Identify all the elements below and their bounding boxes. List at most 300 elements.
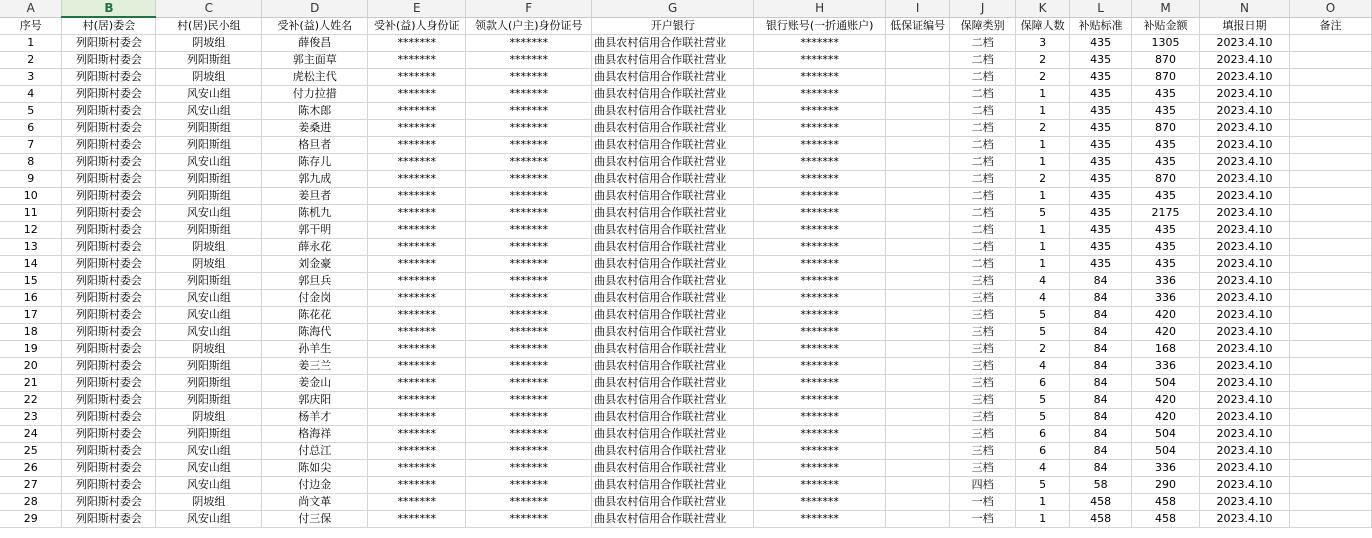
table-cell[interactable]: ******* [754,409,886,426]
table-cell[interactable]: 列阳斯组 [156,392,262,409]
table-cell[interactable]: ******* [466,392,592,409]
table-cell[interactable]: 列阳斯村委会 [62,409,156,426]
table-cell[interactable]: 陈海代 [262,324,368,341]
table-cell[interactable] [1289,171,1371,188]
table-cell[interactable]: 列阳斯村委会 [62,443,156,460]
table-cell[interactable]: 168 [1132,341,1200,358]
table-cell[interactable] [1289,239,1371,256]
field-header-cell[interactable]: 银行账号(一折通账户) [754,17,886,35]
table-cell[interactable] [1289,205,1371,222]
table-cell[interactable] [886,239,950,256]
table-cell[interactable]: 尚文革 [262,494,368,511]
table-cell[interactable]: ******* [754,273,886,290]
table-cell[interactable]: 姜桑进 [262,120,368,137]
table-cell[interactable]: 曲县农村信用合作联社营业 [592,137,754,154]
table-cell[interactable]: 列阳斯组 [156,137,262,154]
table-cell[interactable]: 504 [1132,426,1200,443]
table-cell[interactable]: 2023.4.10 [1200,120,1290,137]
table-cell[interactable]: 870 [1132,171,1200,188]
table-cell[interactable]: 风安山组 [156,103,262,120]
table-cell[interactable]: 二档 [950,205,1016,222]
table-cell[interactable]: ******* [466,460,592,477]
table-cell[interactable]: 5 [1016,307,1070,324]
table-cell[interactable]: 11 [0,205,62,222]
table-cell[interactable]: 阴坡组 [156,494,262,511]
table-cell[interactable]: ******* [368,511,466,528]
table-cell[interactable]: 435 [1132,239,1200,256]
table-cell[interactable]: 2023.4.10 [1200,205,1290,222]
table-cell[interactable]: 曲县农村信用合作联社营业 [592,409,754,426]
table-cell[interactable]: ******* [368,154,466,171]
table-cell[interactable]: 2023.4.10 [1200,409,1290,426]
field-header-cell[interactable]: 村(居)委会 [62,17,156,35]
table-cell[interactable]: 2023.4.10 [1200,477,1290,494]
column-header-A[interactable]: A [0,0,62,17]
table-cell[interactable]: 姜旦者 [262,188,368,205]
table-cell[interactable]: 曲县农村信用合作联社营业 [592,307,754,324]
table-cell[interactable]: 二档 [950,69,1016,86]
table-cell[interactable]: 列阳斯村委会 [62,494,156,511]
table-cell[interactable]: 435 [1132,86,1200,103]
field-header-cell[interactable]: 开户银行 [592,17,754,35]
table-cell[interactable]: ******* [754,290,886,307]
table-cell[interactable]: 2023.4.10 [1200,511,1290,528]
table-cell[interactable] [886,35,950,52]
table-cell[interactable]: 阴坡组 [156,409,262,426]
table-cell[interactable]: 列阳斯村委会 [62,307,156,324]
table-cell[interactable]: 2023.4.10 [1200,171,1290,188]
table-cell[interactable]: 420 [1132,409,1200,426]
table-cell[interactable]: 84 [1070,307,1132,324]
table-cell[interactable]: 二档 [950,154,1016,171]
table-cell[interactable]: ******* [466,273,592,290]
table-cell[interactable]: ******* [754,52,886,69]
table-cell[interactable] [1289,103,1371,120]
table-cell[interactable]: ******* [368,222,466,239]
table-cell[interactable]: 曲县农村信用合作联社营业 [592,443,754,460]
table-cell[interactable]: 风安山组 [156,86,262,103]
table-cell[interactable]: 2 [1016,120,1070,137]
table-cell[interactable]: 336 [1132,273,1200,290]
table-cell[interactable]: 504 [1132,443,1200,460]
table-cell[interactable] [886,409,950,426]
table-cell[interactable]: ******* [466,239,592,256]
column-header-N[interactable]: N [1200,0,1290,17]
table-cell[interactable]: 2175 [1132,205,1200,222]
column-header-D[interactable]: D [262,0,368,17]
table-cell[interactable]: 孙羊生 [262,341,368,358]
table-cell[interactable]: 风安山组 [156,511,262,528]
table-cell[interactable]: 姜金山 [262,375,368,392]
table-cell[interactable]: 三档 [950,409,1016,426]
table-cell[interactable]: 格海祥 [262,426,368,443]
table-cell[interactable]: 列阳斯组 [156,171,262,188]
table-cell[interactable]: 2023.4.10 [1200,154,1290,171]
table-cell[interactable]: ******* [368,86,466,103]
table-cell[interactable]: 曲县农村信用合作联社营业 [592,239,754,256]
table-cell[interactable]: ******* [466,290,592,307]
table-cell[interactable]: 风安山组 [156,443,262,460]
table-cell[interactable]: 三档 [950,358,1016,375]
table-cell[interactable]: 435 [1070,256,1132,273]
table-cell[interactable]: 6 [1016,443,1070,460]
table-cell[interactable]: ******* [754,392,886,409]
table-cell[interactable]: 1 [0,35,62,52]
table-cell[interactable]: 曲县农村信用合作联社营业 [592,273,754,290]
table-cell[interactable]: ******* [466,324,592,341]
table-cell[interactable]: 2023.4.10 [1200,69,1290,86]
table-cell[interactable] [886,477,950,494]
table-cell[interactable]: 435 [1132,154,1200,171]
table-cell[interactable] [886,426,950,443]
table-cell[interactable]: 435 [1070,103,1132,120]
table-cell[interactable]: 435 [1070,137,1132,154]
table-cell[interactable]: 6 [1016,375,1070,392]
table-cell[interactable]: 458 [1070,511,1132,528]
table-cell[interactable]: 2023.4.10 [1200,494,1290,511]
table-cell[interactable]: 84 [1070,290,1132,307]
table-cell[interactable] [886,375,950,392]
table-cell[interactable]: 2023.4.10 [1200,103,1290,120]
table-cell[interactable]: 458 [1132,494,1200,511]
table-cell[interactable]: 曲县农村信用合作联社营业 [592,460,754,477]
table-cell[interactable] [1289,188,1371,205]
table-cell[interactable] [886,154,950,171]
table-cell[interactable]: ******* [368,358,466,375]
table-cell[interactable]: ******* [754,205,886,222]
table-cell[interactable]: 列阳斯组 [156,273,262,290]
table-cell[interactable]: 列阳斯村委会 [62,154,156,171]
column-header-J[interactable]: J [950,0,1016,17]
table-cell[interactable]: 格旦者 [262,137,368,154]
table-cell[interactable]: 336 [1132,358,1200,375]
table-cell[interactable]: 列阳斯村委会 [62,290,156,307]
table-cell[interactable]: 曲县农村信用合作联社营业 [592,171,754,188]
field-header-cell[interactable]: 领款人(户主)身份证号 [466,17,592,35]
table-cell[interactable]: 2023.4.10 [1200,341,1290,358]
table-cell[interactable]: ******* [754,103,886,120]
table-cell[interactable] [1289,86,1371,103]
table-cell[interactable]: 2023.4.10 [1200,86,1290,103]
table-cell[interactable]: 二档 [950,52,1016,69]
table-cell[interactable]: ******* [368,341,466,358]
table-cell[interactable]: ******* [466,103,592,120]
table-cell[interactable]: 2023.4.10 [1200,324,1290,341]
table-cell[interactable]: 曲县农村信用合作联社营业 [592,290,754,307]
table-cell[interactable]: 84 [1070,375,1132,392]
table-cell[interactable]: ******* [754,239,886,256]
column-header-I[interactable]: I [886,0,950,17]
table-cell[interactable]: 84 [1070,341,1132,358]
table-cell[interactable]: 870 [1132,69,1200,86]
table-cell[interactable]: 风安山组 [156,290,262,307]
table-cell[interactable]: 二档 [950,86,1016,103]
table-cell[interactable]: ******* [368,35,466,52]
table-cell[interactable]: 风安山组 [156,324,262,341]
table-cell[interactable]: 三档 [950,307,1016,324]
table-cell[interactable] [1289,409,1371,426]
table-cell[interactable]: 2023.4.10 [1200,290,1290,307]
field-header-cell[interactable]: 保障类别 [950,17,1016,35]
table-cell[interactable] [1289,494,1371,511]
table-cell[interactable]: 420 [1132,307,1200,324]
table-cell[interactable]: 三档 [950,460,1016,477]
table-cell[interactable]: ******* [754,494,886,511]
table-cell[interactable]: 曲县农村信用合作联社营业 [592,256,754,273]
table-cell[interactable]: 19 [0,341,62,358]
table-cell[interactable] [886,290,950,307]
table-cell[interactable]: ******* [368,443,466,460]
table-cell[interactable]: 10 [0,188,62,205]
table-cell[interactable]: 曲县农村信用合作联社营业 [592,188,754,205]
table-cell[interactable]: 4 [1016,460,1070,477]
table-cell[interactable] [886,443,950,460]
table-cell[interactable]: ******* [754,69,886,86]
table-cell[interactable] [886,222,950,239]
table-cell[interactable]: 列阳斯村委会 [62,511,156,528]
table-cell[interactable]: 27 [0,477,62,494]
table-cell[interactable]: 曲县农村信用合作联社营业 [592,426,754,443]
table-cell[interactable]: 14 [0,256,62,273]
table-cell[interactable]: 435 [1070,205,1132,222]
column-header-E[interactable]: E [368,0,466,17]
table-cell[interactable]: 2023.4.10 [1200,35,1290,52]
table-cell[interactable]: 2 [1016,52,1070,69]
table-cell[interactable]: 曲县农村信用合作联社营业 [592,494,754,511]
table-cell[interactable]: 阴坡组 [156,69,262,86]
table-cell[interactable]: ******* [754,120,886,137]
table-cell[interactable]: 姜三兰 [262,358,368,375]
table-cell[interactable]: 1 [1016,137,1070,154]
table-cell[interactable] [1289,290,1371,307]
table-cell[interactable]: 8 [0,154,62,171]
table-cell[interactable]: 曲县农村信用合作联社营业 [592,511,754,528]
table-cell[interactable]: 二档 [950,171,1016,188]
table-cell[interactable]: ******* [754,137,886,154]
table-cell[interactable]: ******* [466,341,592,358]
table-cell[interactable]: 2023.4.10 [1200,256,1290,273]
table-cell[interactable]: ******* [466,120,592,137]
field-header-cell[interactable]: 村(居)民小组 [156,17,262,35]
table-cell[interactable]: 曲县农村信用合作联社营业 [592,324,754,341]
table-cell[interactable]: 风安山组 [156,154,262,171]
table-cell[interactable]: 陈机九 [262,205,368,222]
table-cell[interactable]: 3 [1016,35,1070,52]
table-cell[interactable]: 2 [1016,341,1070,358]
table-cell[interactable]: ******* [368,426,466,443]
table-cell[interactable] [1289,358,1371,375]
table-cell[interactable]: 435 [1070,120,1132,137]
table-cell[interactable] [1289,154,1371,171]
table-cell[interactable]: 1 [1016,256,1070,273]
table-cell[interactable]: 84 [1070,426,1132,443]
table-cell[interactable]: 二档 [950,256,1016,273]
table-cell[interactable]: 435 [1132,188,1200,205]
table-cell[interactable]: ******* [466,511,592,528]
table-cell[interactable]: ******* [754,341,886,358]
table-cell[interactable]: 二档 [950,188,1016,205]
table-cell[interactable]: 435 [1070,35,1132,52]
table-cell[interactable]: 郭主面草 [262,52,368,69]
table-cell[interactable]: 435 [1132,256,1200,273]
table-cell[interactable]: ******* [466,256,592,273]
table-cell[interactable]: ******* [368,171,466,188]
table-cell[interactable]: 阴坡组 [156,256,262,273]
table-cell[interactable]: 336 [1132,460,1200,477]
table-cell[interactable]: 付三保 [262,511,368,528]
table-cell[interactable]: ******* [466,477,592,494]
field-header-cell[interactable]: 补贴金额 [1132,17,1200,35]
table-cell[interactable] [1289,375,1371,392]
table-cell[interactable] [1289,52,1371,69]
table-cell[interactable]: 1 [1016,86,1070,103]
table-cell[interactable] [1289,273,1371,290]
table-cell[interactable]: 2023.4.10 [1200,52,1290,69]
table-cell[interactable] [886,137,950,154]
table-cell[interactable]: ******* [368,273,466,290]
table-cell[interactable]: 列阳斯村委会 [62,86,156,103]
table-cell[interactable] [1289,256,1371,273]
table-cell[interactable] [1289,222,1371,239]
table-cell[interactable]: ******* [466,358,592,375]
table-cell[interactable] [1289,137,1371,154]
table-cell[interactable]: 曲县农村信用合作联社营业 [592,103,754,120]
table-cell[interactable]: 列阳斯村委会 [62,35,156,52]
table-cell[interactable]: 7 [0,137,62,154]
table-cell[interactable]: ******* [754,35,886,52]
table-cell[interactable]: ******* [754,86,886,103]
table-cell[interactable]: 435 [1070,69,1132,86]
table-cell[interactable]: 435 [1070,188,1132,205]
table-cell[interactable]: 2 [1016,171,1070,188]
table-cell[interactable]: 6 [1016,426,1070,443]
table-cell[interactable]: 20 [0,358,62,375]
table-cell[interactable]: 2023.4.10 [1200,307,1290,324]
table-cell[interactable]: 薛永花 [262,239,368,256]
table-cell[interactable]: ******* [368,69,466,86]
table-cell[interactable]: 6 [0,120,62,137]
table-cell[interactable]: 列阳斯村委会 [62,69,156,86]
table-cell[interactable]: ******* [368,477,466,494]
table-cell[interactable]: 陈花花 [262,307,368,324]
table-cell[interactable] [1289,443,1371,460]
table-cell[interactable]: ******* [754,171,886,188]
table-cell[interactable] [1289,120,1371,137]
table-cell[interactable]: 列阳斯村委会 [62,375,156,392]
table-cell[interactable]: 16 [0,290,62,307]
table-cell[interactable]: 曲县农村信用合作联社营业 [592,52,754,69]
table-cell[interactable]: ******* [368,324,466,341]
table-cell[interactable]: 3 [0,69,62,86]
table-cell[interactable]: 刘金豪 [262,256,368,273]
table-cell[interactable]: 列阳斯村委会 [62,171,156,188]
table-cell[interactable]: 1 [1016,103,1070,120]
table-cell[interactable]: 付金岗 [262,290,368,307]
table-cell[interactable]: 虎松主代 [262,69,368,86]
table-cell[interactable] [886,69,950,86]
table-cell[interactable] [886,341,950,358]
table-cell[interactable]: 84 [1070,273,1132,290]
table-cell[interactable]: 22 [0,392,62,409]
table-cell[interactable]: 435 [1132,222,1200,239]
table-cell[interactable]: 列阳斯村委会 [62,137,156,154]
table-cell[interactable]: ******* [466,443,592,460]
table-cell[interactable]: ******* [466,409,592,426]
table-cell[interactable] [1289,426,1371,443]
table-cell[interactable]: 1 [1016,222,1070,239]
table-cell[interactable]: ******* [466,171,592,188]
table-cell[interactable]: 曲县农村信用合作联社营业 [592,35,754,52]
table-cell[interactable]: 薛俊昌 [262,35,368,52]
table-cell[interactable]: 21 [0,375,62,392]
table-cell[interactable] [886,511,950,528]
table-cell[interactable]: 列阳斯村委会 [62,273,156,290]
table-cell[interactable]: 曲县农村信用合作联社营业 [592,69,754,86]
table-cell[interactable]: 12 [0,222,62,239]
table-cell[interactable]: 5 [1016,324,1070,341]
table-cell[interactable]: ******* [368,409,466,426]
table-cell[interactable]: 84 [1070,358,1132,375]
table-cell[interactable]: ******* [466,35,592,52]
table-cell[interactable] [1289,511,1371,528]
table-cell[interactable]: 列阳斯组 [156,426,262,443]
table-cell[interactable]: ******* [466,154,592,171]
table-cell[interactable]: 2023.4.10 [1200,358,1290,375]
table-cell[interactable]: 列阳斯村委会 [62,477,156,494]
table-cell[interactable]: 二档 [950,103,1016,120]
table-cell[interactable]: 列阳斯组 [156,188,262,205]
table-cell[interactable]: 336 [1132,290,1200,307]
table-cell[interactable] [886,307,950,324]
table-cell[interactable]: ******* [754,307,886,324]
table-cell[interactable]: 四档 [950,477,1016,494]
table-cell[interactable]: 阴坡组 [156,239,262,256]
table-cell[interactable]: 列阳斯村委会 [62,103,156,120]
table-cell[interactable]: ******* [368,460,466,477]
field-header-cell[interactable]: 低保证编号 [886,17,950,35]
table-cell[interactable] [886,205,950,222]
table-cell[interactable]: 435 [1132,103,1200,120]
table-cell[interactable]: 23 [0,409,62,426]
table-cell[interactable]: 435 [1070,222,1132,239]
table-cell[interactable]: ******* [466,52,592,69]
table-cell[interactable]: 84 [1070,324,1132,341]
table-cell[interactable] [886,86,950,103]
table-cell[interactable]: 列阳斯村委会 [62,239,156,256]
table-cell[interactable]: 2023.4.10 [1200,222,1290,239]
column-header-O[interactable]: O [1289,0,1371,17]
table-cell[interactable]: 84 [1070,392,1132,409]
field-header-cell[interactable]: 填报日期 [1200,17,1290,35]
table-cell[interactable]: 风安山组 [156,205,262,222]
table-cell[interactable]: ******* [754,375,886,392]
table-cell[interactable] [1289,341,1371,358]
table-cell[interactable]: ******* [368,188,466,205]
table-cell[interactable]: 三档 [950,290,1016,307]
table-cell[interactable]: 付边金 [262,477,368,494]
table-cell[interactable]: 17 [0,307,62,324]
table-cell[interactable]: 2023.4.10 [1200,392,1290,409]
table-cell[interactable]: ******* [754,358,886,375]
table-cell[interactable] [886,103,950,120]
table-cell[interactable]: 列阳斯村委会 [62,120,156,137]
table-cell[interactable]: 84 [1070,443,1132,460]
table-cell[interactable]: ******* [466,222,592,239]
table-cell[interactable]: 435 [1132,137,1200,154]
table-cell[interactable]: 24 [0,426,62,443]
table-cell[interactable]: 58 [1070,477,1132,494]
table-cell[interactable]: 26 [0,460,62,477]
